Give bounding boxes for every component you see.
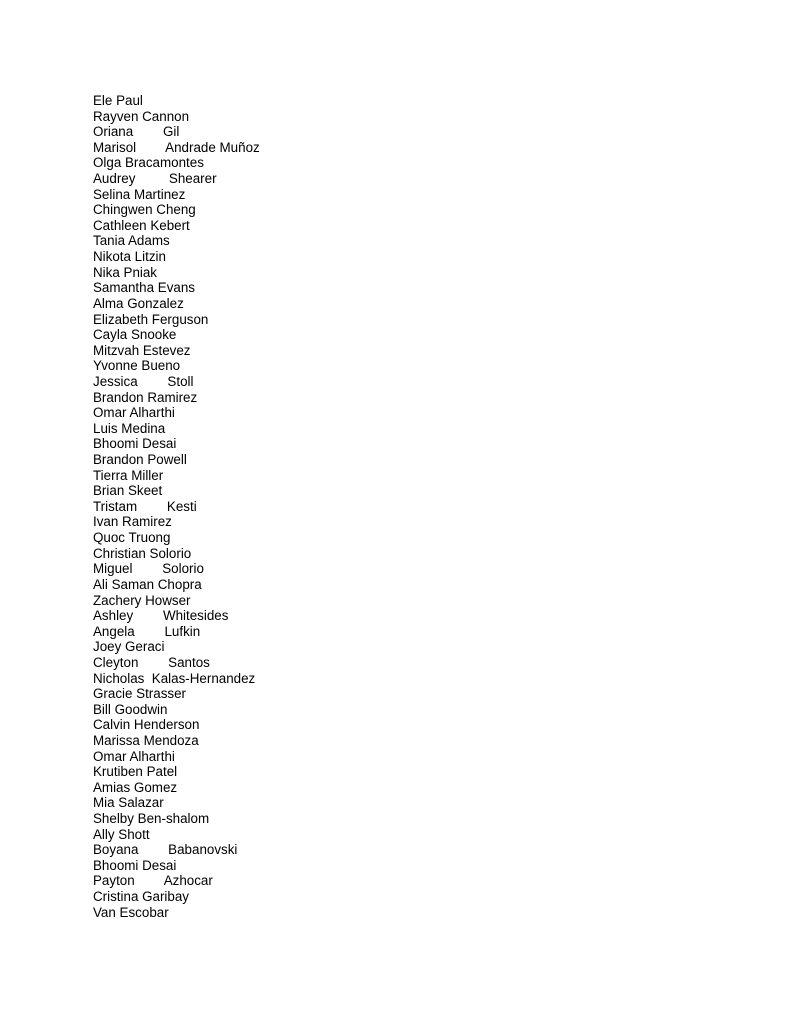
list-item: Cleyton Santos	[93, 654, 210, 670]
list-item: Gracie Strasser	[93, 686, 187, 702]
list-item: Brandon Powell	[93, 452, 187, 468]
list-item: Payton Azhocar	[93, 873, 213, 889]
list-item: Ali Saman Chopra	[93, 576, 202, 592]
list-item: Tierra Miller	[93, 467, 164, 483]
list-item: Bhoomi Desai	[93, 857, 177, 873]
list-item: Mia Salazar	[93, 795, 164, 811]
list-item: Tania Adams	[93, 233, 170, 249]
list-item: Joey Geraci	[93, 639, 165, 655]
list-item: Audrey Shearer	[93, 171, 217, 187]
list-item: Christian Solorio	[93, 545, 192, 561]
list-item: Bhoomi Desai	[93, 436, 177, 452]
list-item: Cristina Garibay	[93, 889, 189, 905]
list-item: Chingwen Cheng	[93, 202, 196, 218]
list-item: Calvin Henderson	[93, 717, 200, 733]
list-item: Marissa Mendoza	[93, 732, 199, 748]
list-item: Nicholas Kalas-Hernandez	[93, 670, 256, 686]
list-item: Brandon Ramirez	[93, 389, 198, 405]
list-item: Rayven Cannon	[93, 108, 190, 124]
list-item: Olga Bracamontes	[93, 155, 204, 171]
list-item: Van Escobar	[93, 904, 169, 920]
list-item: Miguel Solorio	[93, 561, 204, 577]
list-item: Amias Gomez	[93, 779, 178, 795]
list-item: Krutiben Patel	[93, 764, 178, 780]
list-item: Elizabeth Ferguson	[93, 311, 209, 327]
list-item: Tristam Kesti	[93, 498, 197, 514]
list-item: Oriana Gil	[93, 124, 180, 140]
list-item: Boyana Babanovski	[93, 842, 238, 858]
name-list	[93, 93, 260, 920]
list-item: Shelby Ben-shalom	[93, 811, 210, 827]
list-item: Yvonne Bueno	[93, 358, 181, 374]
list-item: Ally Shott	[93, 826, 150, 842]
list-item: Brian Skeet	[93, 483, 163, 499]
list-item: Nika Pniak	[93, 264, 158, 280]
list-item: Zachery Howser	[93, 592, 191, 608]
list-item: Omar Alharthi	[93, 405, 175, 421]
list-item: Marisol Andrade Muñoz	[93, 139, 260, 155]
list-item: Cayla Snooke	[93, 327, 177, 343]
list-item: Angela Lufkin	[93, 623, 201, 639]
list-item: Samantha Evans	[93, 280, 195, 296]
list-item: Jessica Stoll	[93, 373, 194, 389]
list-item: Cathleen Kebert	[93, 217, 190, 233]
list-item: Quoc Truong	[93, 530, 171, 546]
list-item: Ele Paul	[93, 93, 143, 108]
list-item: Luis Medina	[93, 420, 166, 436]
list-item: Ashley Whitesides	[93, 608, 229, 624]
list-item: Omar Alharthi	[93, 748, 175, 764]
list-item: Selina Martinez	[93, 186, 186, 202]
list-item: Nikota Litzin	[93, 249, 166, 265]
list-item: Mitzvah Estevez	[93, 342, 191, 358]
list-item: Alma Gonzalez	[93, 295, 184, 311]
list-item: Bill Goodwin	[93, 701, 168, 717]
list-item: Ivan Ramirez	[93, 514, 172, 530]
